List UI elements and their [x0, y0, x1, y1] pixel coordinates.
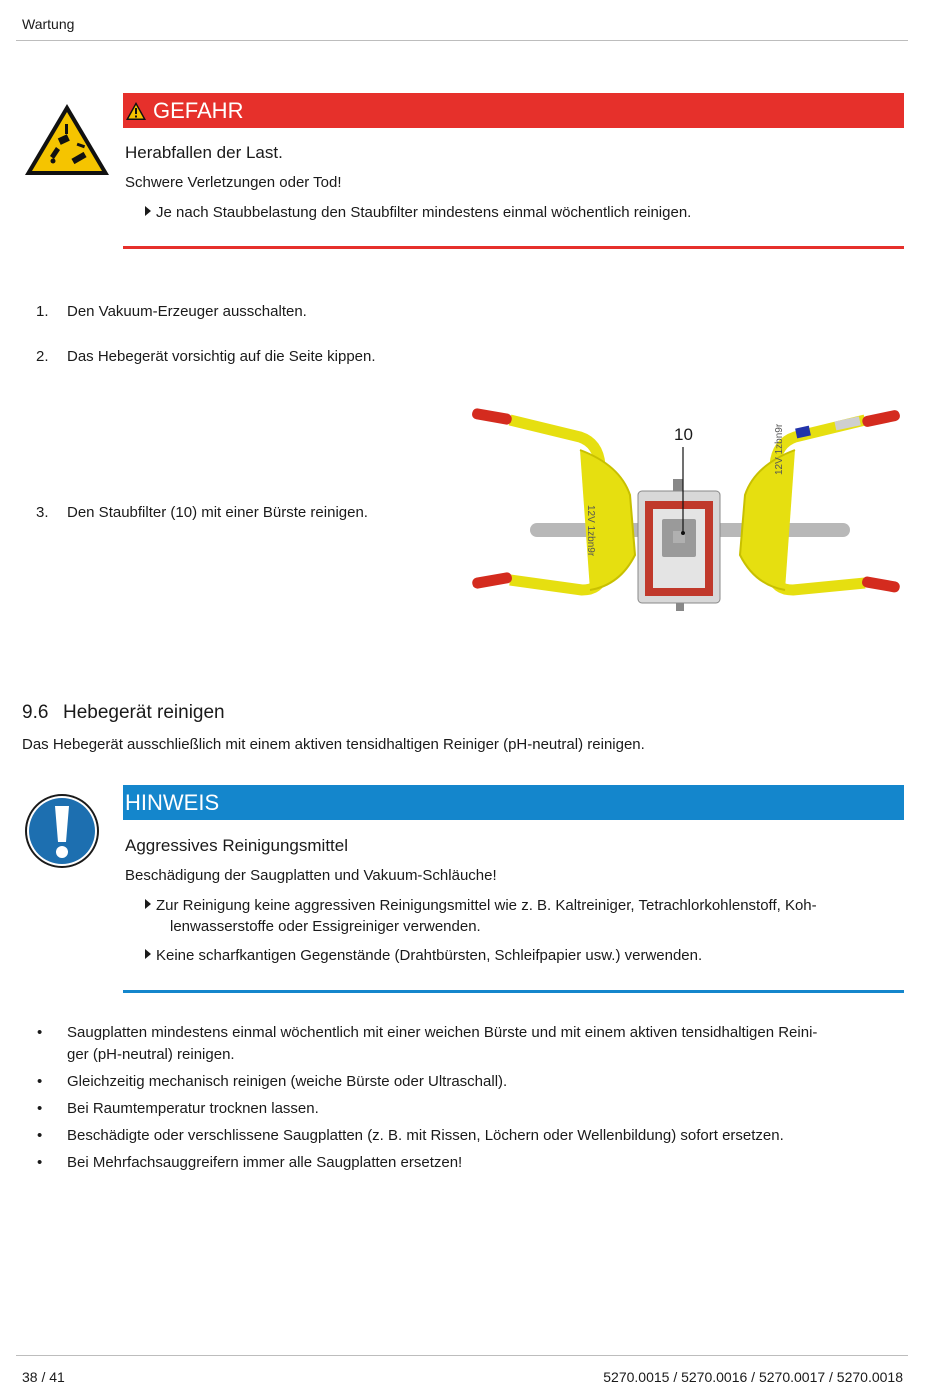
notice-action-continuation: lenwasserstoffe oder Essigreiniger verwenden.	[170, 918, 481, 935]
svg-text:12V 1zbn9r: 12V 1zbn9r	[774, 423, 785, 475]
bullet-text-continuation: ger (pH-neutral) reinigen.	[67, 1046, 235, 1063]
danger-signal-bar	[123, 93, 904, 128]
notice-action	[145, 947, 702, 964]
notice-signal-bar	[123, 785, 904, 820]
step-text: Den Vakuum-Erzeuger ausschalten.	[67, 303, 307, 320]
bullet-marker: •	[37, 1100, 43, 1117]
arrow-right-icon	[145, 899, 151, 909]
bullet-marker: •	[37, 1154, 43, 1171]
danger-consequence: Schwere Verletzungen oder Tod!	[125, 174, 342, 191]
falling-load-warning-icon	[22, 100, 112, 178]
svg-text:12V 1zbn9r: 12V 1zbn9r	[585, 505, 596, 557]
danger-bottom-rule	[123, 246, 904, 249]
step-text: Den Staubfilter (10) mit einer Bürste reinigen.	[67, 504, 368, 521]
bullet-marker: •	[37, 1127, 43, 1144]
bullet-text: Gleichzeitig mechanisch reinigen (weiche Bürste oder Ultraschall).	[67, 1073, 508, 1090]
page-number: 38 / 41	[22, 1369, 65, 1385]
section-intro: Das Hebegerät ausschließlich mit einem aktiven tensidhaltigen Reiniger (pH-neutral) reinigen.	[22, 736, 645, 753]
section-number: 9.6	[22, 702, 49, 723]
step-number: 1.	[36, 303, 49, 320]
notice-signal-word: HINWEIS	[125, 789, 220, 815]
bullet-marker: •	[37, 1073, 43, 1090]
danger-action	[145, 204, 691, 221]
footer-divider	[16, 1355, 908, 1356]
arrow-right-icon	[145, 206, 151, 216]
step-text: Das Hebegerät vorsichtig auf die Seite kippen.	[67, 348, 376, 365]
bullet-text: Bei Mehrfachsauggreifern immer alle Saugplatten ersetzen!	[67, 1154, 463, 1171]
notice-action	[145, 897, 817, 914]
bullet-text: Beschädigte oder verschlissene Saugplatten (z. B. mit Rissen, Löchern oder Wellenbildung) sofort ersetzen.	[67, 1127, 784, 1144]
bullet-marker: •	[37, 1024, 43, 1041]
notice-consequence: Beschädigung der Saugplatten und Vakuum-Schläuche!	[125, 867, 497, 884]
danger-signal-word: GEFAHR	[153, 97, 244, 123]
header-divider	[16, 40, 908, 41]
danger-title: Herabfallen der Last.	[125, 143, 283, 162]
bullet-text: Bei Raumtemperatur trocknen lassen.	[67, 1100, 319, 1117]
danger-action-text: Je nach Staubbelastung den Staubfilter mindestens einmal wöchentlich reinigen.	[156, 204, 692, 221]
notice-title: Aggressives Reinigungsmittel	[125, 836, 348, 855]
document-numbers: 5270.0015 / 5270.0016 / 5270.0017 / 5270.0018	[603, 1369, 903, 1385]
bullet-text: Saugplatten mindestens einmal wöchentlich mit einer weichen Bürste und mit einem aktiven tensidhaltigen Reini-	[67, 1024, 818, 1041]
step-number: 3.	[36, 504, 49, 521]
notice-action-text: Zur Reinigung keine aggressiven Reinigungsmittel wie z. B. Kaltreiniger, Tetrachlorkohlenstoff, Koh-	[156, 897, 817, 914]
arrow-right-icon	[145, 949, 151, 959]
step-number: 2.	[36, 348, 49, 365]
figure-callout-label: 10	[674, 425, 693, 444]
header-section-title: Wartung	[22, 16, 75, 32]
exclamation-mandatory-icon	[23, 792, 101, 870]
section-title: Hebegerät reinigen	[63, 702, 225, 723]
warning-triangle-icon	[125, 101, 147, 121]
notice-action-text: Keine scharfkantigen Gegenstände (Drahtbürsten, Schleifpapier usw.) verwenden.	[156, 947, 703, 964]
notice-bottom-rule	[123, 990, 904, 993]
